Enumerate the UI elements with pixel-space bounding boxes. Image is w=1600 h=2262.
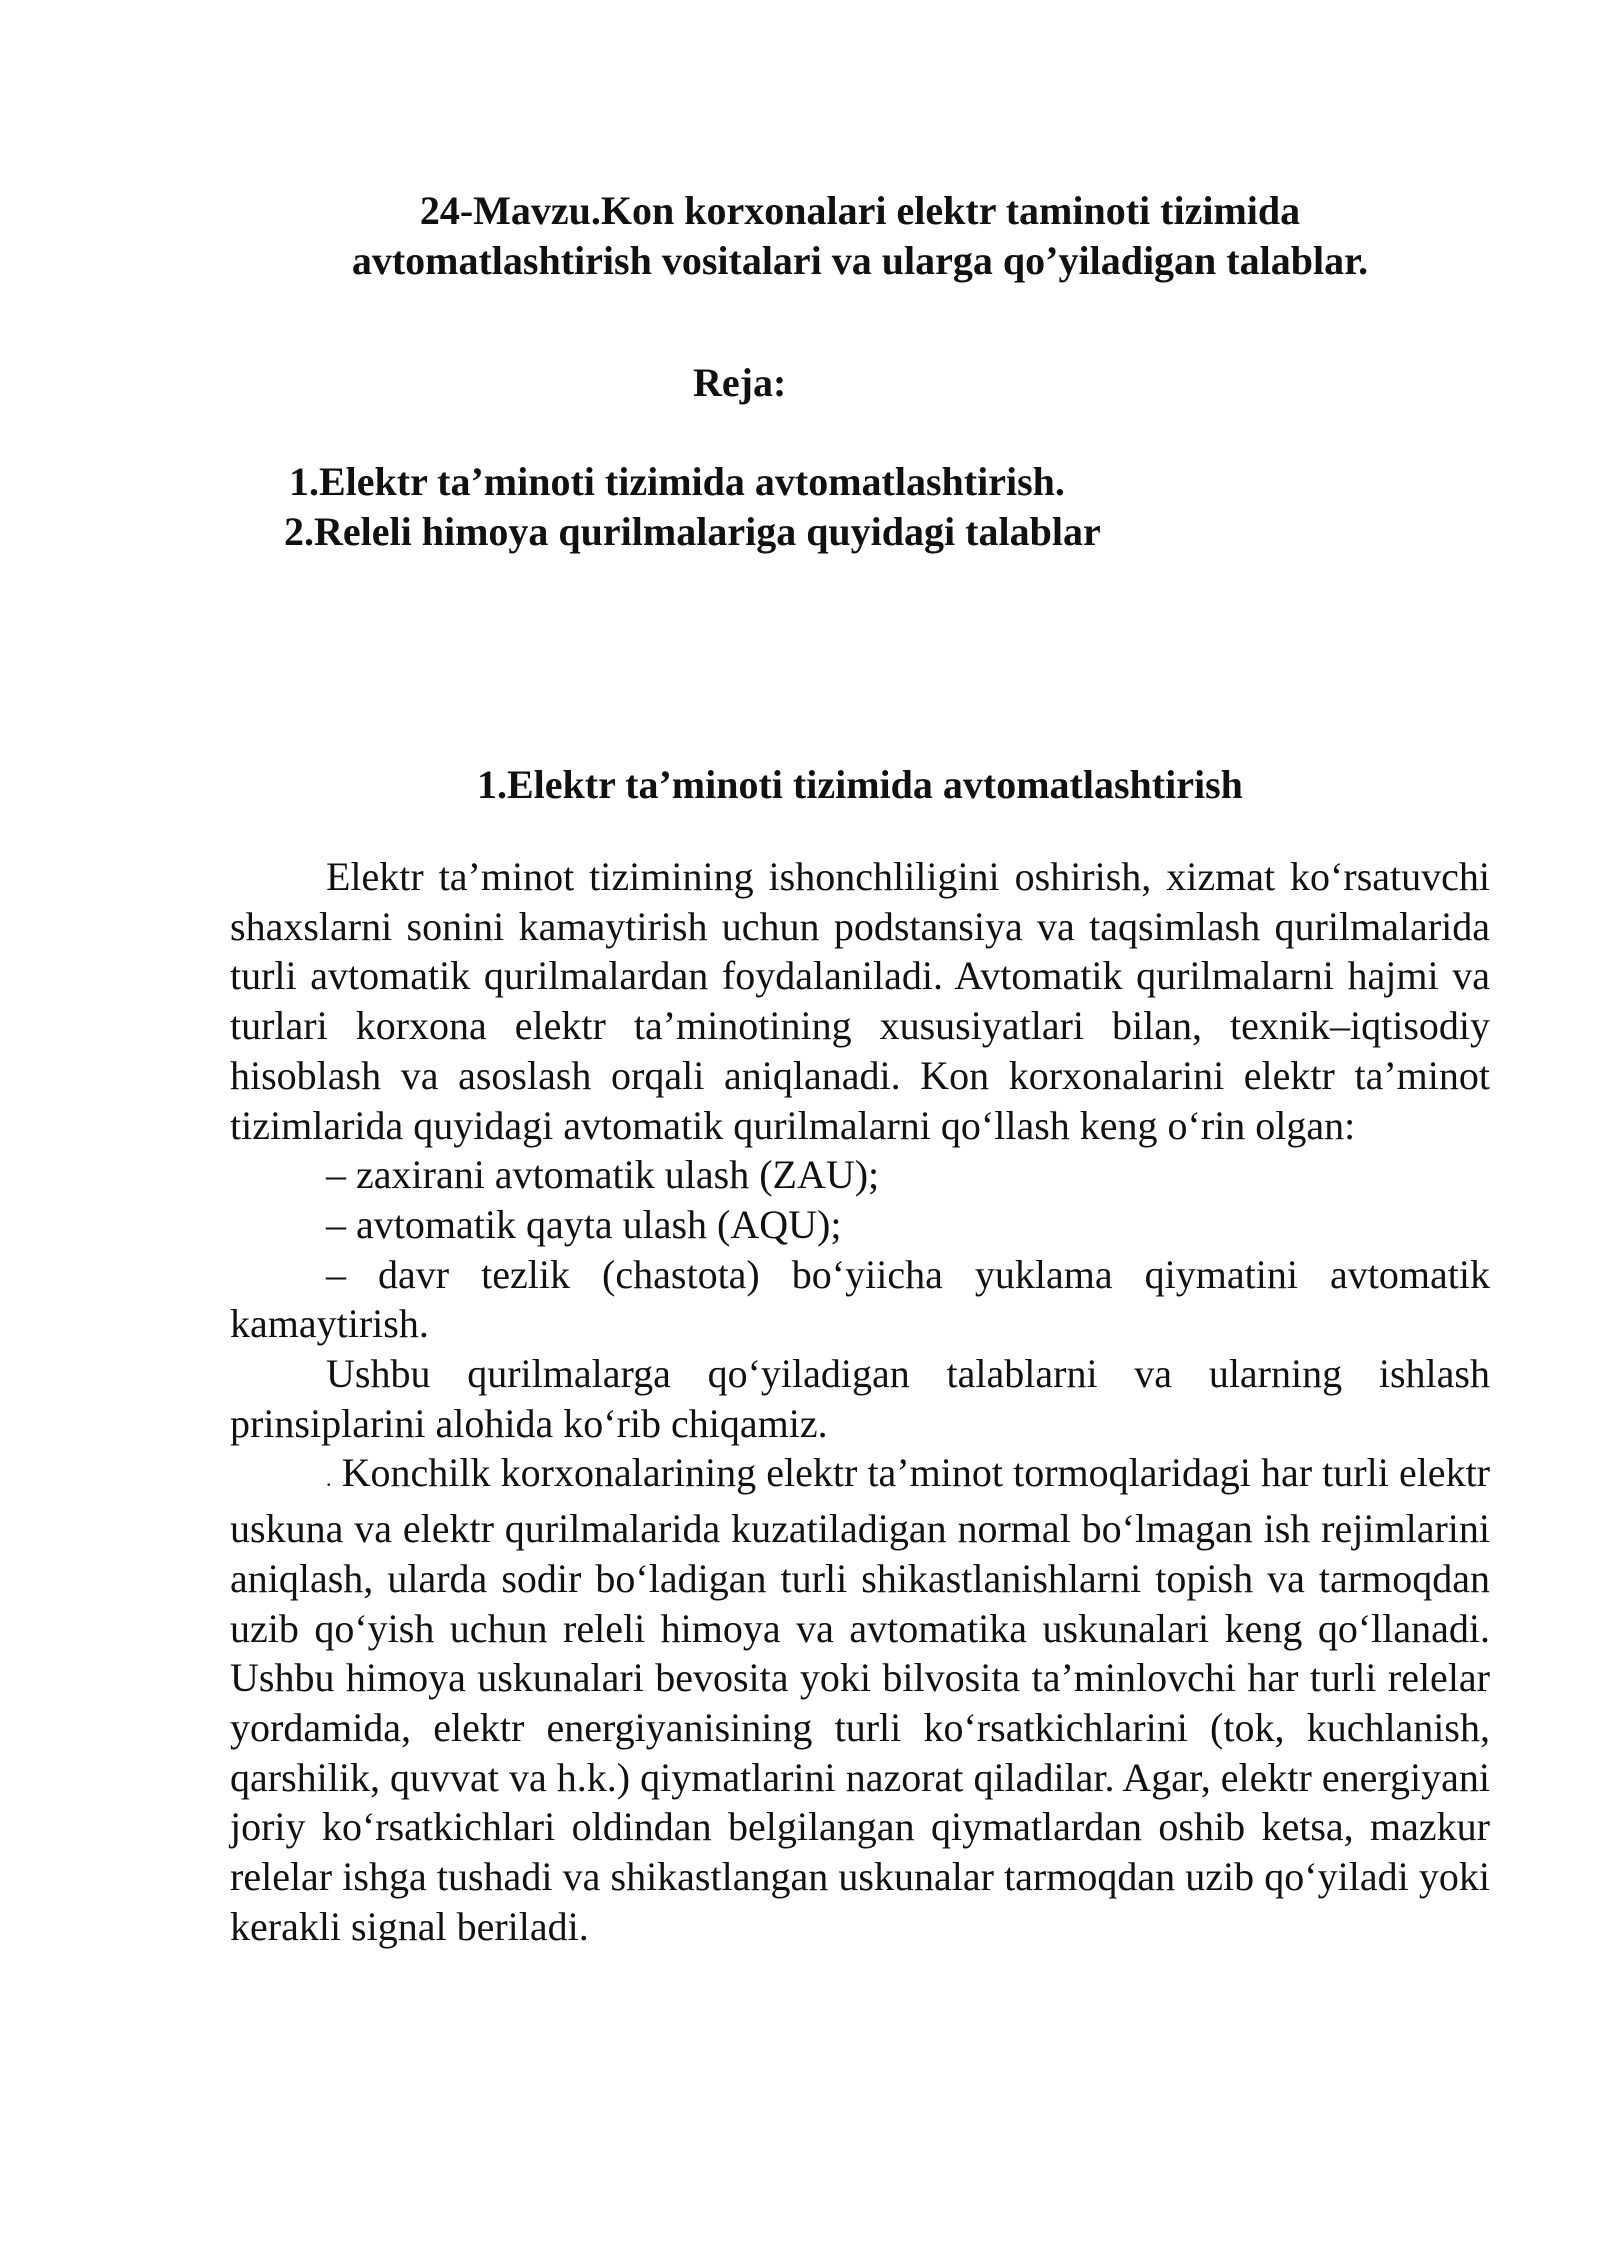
list-item-aqu: – avtomatik qayta ulash (AQU); — [326, 1201, 842, 1247]
plan-item-2: 2.Releli himoya qurilmalariga quyidagi talablar — [284, 509, 1101, 554]
document-body — [230, 852, 1490, 1951]
plan-item-1: 1.Elektr ta’minoti tizimida avtomatlashtirish. — [289, 459, 1065, 504]
paragraph-relay-text: Konchilk korxonalarining elektr ta’minot tormoqlaridagi har turli elektr uskuna va elektr qurilmalarida kuzatiladigan normal bo‘lmagan ish rejimlarini aniqlash, ularda sodir bo‘ladigan turli shikastlanishlarni topish va tarmoqdan uzib qo‘yish uchun releli himoya va avtomatika uskunalari keng qo‘llanadi. Ushbu himoya uskunalari bevosita yoki bilvosita ta’minlovchi har turli relelar yordamida, elektr energiyanisining turli ko‘rsatkichlarini (tok, kuchlanish, qarshilik, quvvat va h.k.) qiymatlarini nazorat qiladilar. Agar, elektr energiyani joriy ko‘rsatkichlari oldindan belgilangan qiymatlardan oshib ketsa, mazkur relelar ishga tushadi va shikastlangan uskunalar tarmoqdan uzib qo‘yiladi yoki kerakli signal beriladi. — [230, 1450, 1490, 1949]
paragraph-intro: Elektr ta’minot tizimining ishonchliligini oshirish, xizmat ko‘rsatuvchi shaxslarni sonini kamaytirish uchun podstansiya va taqsimlash qurilmalarida turli avtomatik qurilmalardan foydalaniladi. Avtomatik qurilmalarni hajmi va turlari korxona elektr ta’minotining xususiyatlari bilan, texnik–iqtisodiy hisoblash va asoslash orqali aniqlanadi. Kon korxonalarini elektr ta’minot tizimlarida quyidagi avtomatik qurilmalarni qo‘llash keng o‘rin olgan: — [230, 854, 1490, 1148]
paragraph-review: Ushbu qurilmalarga qo‘yiladigan talablarni va ularning ishlash prinsiplarini alohida ko‘rib chiqamiz. — [230, 1351, 1490, 1446]
title-line-2: avtomatlashtirish vositalari va ularga qo’yiladigan talablar. — [351, 238, 1369, 283]
title-line-1: 24-Mavzu.Kon korxonalari elektr taminoti tizimida — [419, 188, 1301, 233]
plan-list — [0, 457, 1101, 557]
document-title — [230, 186, 1490, 286]
list-item-zau: – zaxirani avtomatik ulash (ZAU); — [326, 1152, 880, 1198]
paragraph-marker: . — [326, 1466, 332, 1492]
list-item-chastota: – davr tezlik (chastota) bo‘yiicha yuklama qiymatini avtomatik kamaytirish. — [230, 1251, 1490, 1347]
section-heading: 1.Elektr ta’minoti tizimida avtomatlashtirish — [477, 762, 1243, 807]
paragraph-relay-protection — [230, 1448, 1490, 1951]
plan-heading: Reja: — [693, 360, 787, 405]
